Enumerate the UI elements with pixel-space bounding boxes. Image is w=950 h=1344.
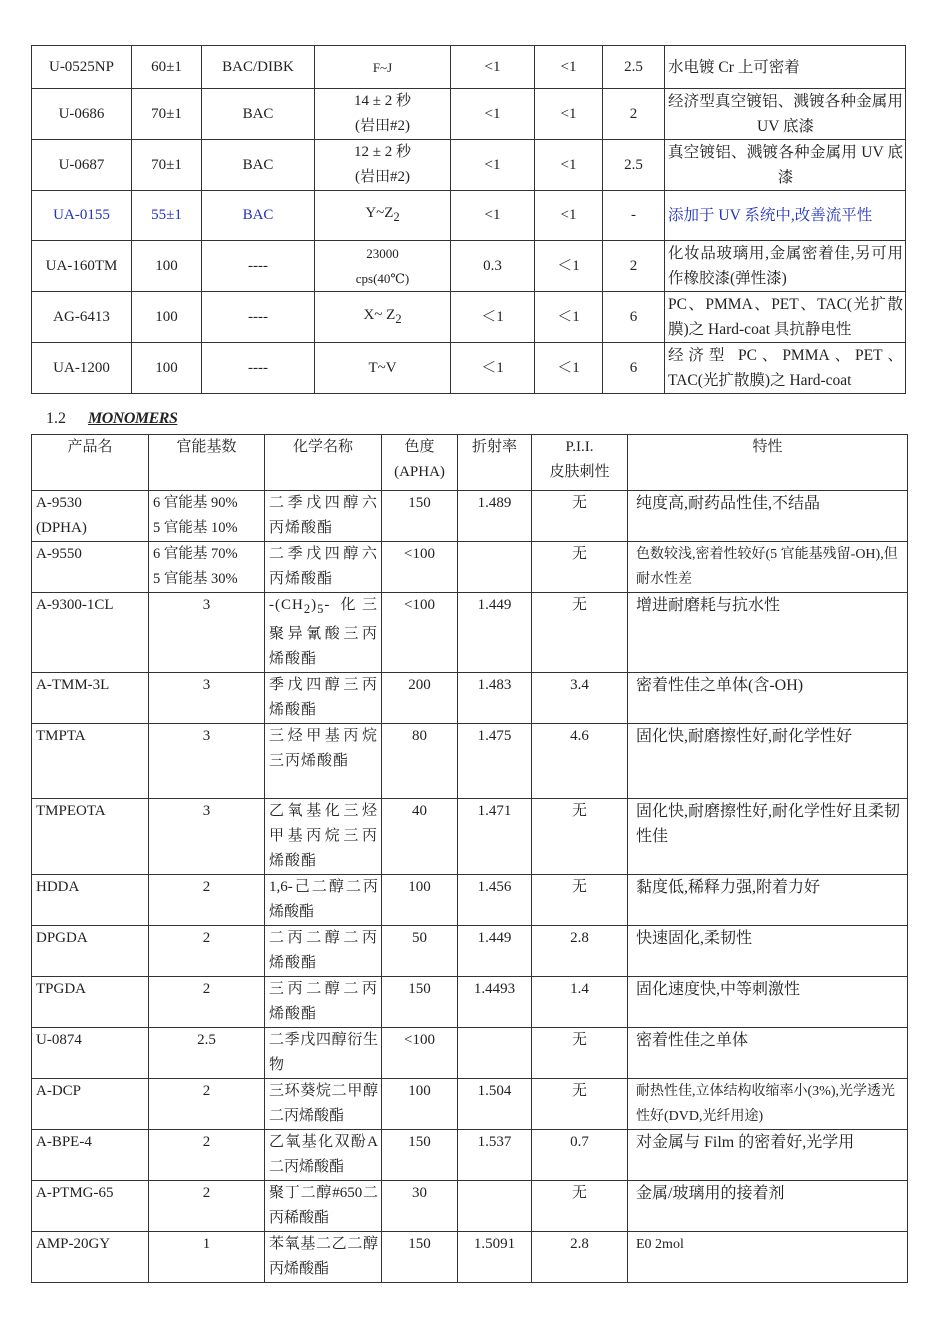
refractive-index: 1.449 [458, 926, 532, 977]
value-1: <1 [451, 140, 535, 191]
product-name: TMPEOTA [32, 799, 149, 875]
chemical-name: 乙氧基化双酚A 二丙烯酸酯 [265, 1130, 382, 1181]
description: 添加于 UV 系统中,改善流平性 [665, 191, 906, 241]
pii: 0.7 [532, 1130, 628, 1181]
pii: 无 [532, 875, 628, 926]
features: 密着性佳之单体 [628, 1028, 908, 1079]
refractive-index: 1.489 [458, 491, 532, 542]
header-refractive-index: 折射率 [458, 435, 532, 491]
functionality: 2 [149, 1079, 265, 1130]
chemical-name: $-(CH_2)_5-$ 化三聚异氰酸三丙烯酸酯 [265, 593, 382, 673]
description: 化妆品玻璃用,金属密着佳,另可用作橡胶漆(弹性漆) [665, 241, 906, 292]
value-2: <1 [535, 191, 603, 241]
product-code: UA-0155 [32, 191, 132, 241]
value-1: <1 [451, 89, 535, 140]
pii: 无 [532, 799, 628, 875]
solvent: BAC [202, 191, 315, 241]
chemical-name: 乙氧基化三烃甲基丙烷三丙烯酸酯 [265, 799, 382, 875]
pii: 无 [532, 542, 628, 593]
solid-content: 60±1 [132, 46, 202, 89]
chemical-name: 二季戊四醇衍生物 [265, 1028, 382, 1079]
table-row [32, 799, 908, 875]
product-code: AG-6413 [32, 292, 132, 343]
pii: 2.8 [532, 926, 628, 977]
table-row [32, 1130, 908, 1181]
product-name: U-0874 [32, 1028, 149, 1079]
refractive-index: 1.456 [458, 875, 532, 926]
pii: 4.6 [532, 724, 628, 799]
features: 耐热性佳,立体结构收缩率小(3%),光学透光性好(DVD,光纤用途) [628, 1079, 908, 1130]
table-row [32, 1232, 908, 1283]
value-2: ＜1 [535, 292, 603, 343]
monomers-table [31, 434, 908, 1283]
features: E0 2mol [628, 1232, 908, 1283]
solvent: ---- [202, 241, 315, 292]
table-row [32, 875, 908, 926]
functionality: 3 [149, 724, 265, 799]
chemical-name: 三烃甲基丙烷三丙烯酸酯 [265, 724, 382, 799]
features: 固化速度快,中等刺激性 [628, 977, 908, 1028]
solvent: BAC/DIBK [202, 46, 315, 89]
table-row [32, 140, 906, 191]
description: 经济型真空镀铝、溅镀各种金属用 UV 底漆 [665, 89, 906, 140]
table-row [32, 593, 908, 673]
chemical-name: 三丙二醇二丙烯酸酯 [265, 977, 382, 1028]
product-name: A-BPE-4 [32, 1130, 149, 1181]
description: 经济型 PC、PMMA、PET、TAC(光扩散膜)之 Hard-coat [665, 343, 906, 394]
functionality: 2 [149, 977, 265, 1028]
value-2: ＜1 [535, 343, 603, 394]
chemical-name: 季戊四醇三丙烯酸酯 [265, 673, 382, 724]
chemical-name: 二季戊四醇六丙烯酸酯 [265, 491, 382, 542]
pii: 无 [532, 491, 628, 542]
product-name: A-9550 [32, 542, 149, 593]
table-row [32, 1079, 908, 1130]
table-row [32, 46, 906, 89]
value-3: - [603, 191, 665, 241]
refractive-index: 1.449 [458, 593, 532, 673]
chemical-name: 二丙二醇二丙烯酸酯 [265, 926, 382, 977]
solvent: ---- [202, 343, 315, 394]
refractive-index [458, 1181, 532, 1232]
oligomer-spec-table [31, 45, 906, 394]
features: 固化快,耐磨擦性好,耐化学性好且柔韧性佳 [628, 799, 908, 875]
table-row-highlighted [32, 191, 906, 241]
viscosity: 14 ± 2 秒 (岩田#2) [315, 89, 451, 140]
color-apha: 200 [382, 673, 458, 724]
refractive-index: 1.483 [458, 673, 532, 724]
table-row [32, 89, 906, 140]
color-apha: 150 [382, 1232, 458, 1283]
refractive-index [458, 1028, 532, 1079]
value-2: ＜1 [535, 241, 603, 292]
viscosity: 12 ± 2 秒 (岩田#2) [315, 140, 451, 191]
table-row [32, 724, 908, 799]
product-code: UA-1200 [32, 343, 132, 394]
product-name: DPGDA [32, 926, 149, 977]
product-name: A-9530 (DPHA) [32, 491, 149, 542]
color-apha: 40 [382, 799, 458, 875]
value-3: 2.5 [603, 140, 665, 191]
product-name: A-9300-1CL [32, 593, 149, 673]
refractive-index: 1.5091 [458, 1232, 532, 1283]
functionality: 2 [149, 1130, 265, 1181]
features: 对金属与 Film 的密着好,光学用 [628, 1130, 908, 1181]
viscosity: 23000 cps(40℃) [315, 241, 451, 292]
chemical-name: 聚丁二醇#650二丙稀酸酯 [265, 1181, 382, 1232]
features: 黏度低,稀释力强,附着力好 [628, 875, 908, 926]
solvent: ---- [202, 292, 315, 343]
features: 色数较浅,密着性较好(5 官能基残留-OH),但耐水性差 [628, 542, 908, 593]
solid-content: 100 [132, 241, 202, 292]
color-apha: <100 [382, 542, 458, 593]
product-name: HDDA [32, 875, 149, 926]
viscosity: F~J [315, 46, 451, 89]
value-2: <1 [535, 140, 603, 191]
header-product-name: 产品名 [32, 435, 149, 491]
product-name: A-PTMG-65 [32, 1181, 149, 1232]
refractive-index: 1.475 [458, 724, 532, 799]
functionality: 6 官能基 70% 5 官能基 30% [149, 542, 265, 593]
viscosity: $Y\sim Z_2$ [315, 191, 451, 241]
refractive-index: 1.4493 [458, 977, 532, 1028]
pii: 无 [532, 1079, 628, 1130]
solvent: BAC [202, 89, 315, 140]
solvent: BAC [202, 140, 315, 191]
pii: 2.8 [532, 1232, 628, 1283]
table-row [32, 977, 908, 1028]
functionality: 3 [149, 799, 265, 875]
product-code: U-0525NP [32, 46, 132, 89]
features: 纯度高,耐药品性佳,不结晶 [628, 491, 908, 542]
functionality: 2.5 [149, 1028, 265, 1079]
features: 金属/玻璃用的接着剂 [628, 1181, 908, 1232]
pii: 无 [532, 1028, 628, 1079]
value-1: 0.3 [451, 241, 535, 292]
table-row [32, 491, 908, 542]
table-row [32, 542, 908, 593]
functionality: 6 官能基 90% 5 官能基 10% [149, 491, 265, 542]
features: 快速固化,柔韧性 [628, 926, 908, 977]
color-apha: 80 [382, 724, 458, 799]
features: 增进耐磨耗与抗水性 [628, 593, 908, 673]
solid-content: 100 [132, 292, 202, 343]
value-1: ＜1 [451, 292, 535, 343]
table-row [32, 292, 906, 343]
product-name: TPGDA [32, 977, 149, 1028]
refractive-index: 1.471 [458, 799, 532, 875]
value-1: ＜1 [451, 343, 535, 394]
features: 固化快,耐磨擦性好,耐化学性好 [628, 724, 908, 799]
section-title: MONOMERS [88, 410, 178, 427]
section-heading [46, 410, 177, 428]
functionality: 2 [149, 926, 265, 977]
header-features: 特性 [628, 435, 908, 491]
viscosity: T~V [315, 343, 451, 394]
solid-content: 55±1 [132, 191, 202, 241]
refractive-index: 1.504 [458, 1079, 532, 1130]
table-row [32, 343, 906, 394]
table-row [32, 1181, 908, 1232]
color-apha: 150 [382, 1130, 458, 1181]
solid-content: 100 [132, 343, 202, 394]
functionality: 2 [149, 1181, 265, 1232]
refractive-index [458, 542, 532, 593]
table-row [32, 926, 908, 977]
value-2: <1 [535, 89, 603, 140]
value-3: 2.5 [603, 46, 665, 89]
refractive-index: 1.537 [458, 1130, 532, 1181]
color-apha: 150 [382, 491, 458, 542]
header-functionality: 官能基数 [149, 435, 265, 491]
value-1: <1 [451, 46, 535, 89]
value-3: 6 [603, 343, 665, 394]
color-apha: 100 [382, 1079, 458, 1130]
functionality: 3 [149, 673, 265, 724]
table-row [32, 673, 908, 724]
header-color: 色度 (APHA) [382, 435, 458, 491]
product-name: A-TMM-3L [32, 673, 149, 724]
product-name: TMPTA [32, 724, 149, 799]
chemical-name: 三环葵烷二甲醇二丙烯酸酯 [265, 1079, 382, 1130]
table-row [32, 1028, 908, 1079]
pii: 无 [532, 1181, 628, 1232]
viscosity: X~ $Z_2$ [315, 292, 451, 343]
chemical-name: 二季戊四醇六丙烯酸酯 [265, 542, 382, 593]
color-apha: <100 [382, 1028, 458, 1079]
description: 水电镀 Cr 上可密着 [665, 46, 906, 89]
product-name: AMP-20GY [32, 1232, 149, 1283]
color-apha: 50 [382, 926, 458, 977]
pii: 无 [532, 593, 628, 673]
description: 真空镀铝、溅镀各种金属用 UV 底漆 [665, 140, 906, 191]
table-row [32, 241, 906, 292]
product-code: U-0686 [32, 89, 132, 140]
pii: 3.4 [532, 673, 628, 724]
product-code: U-0687 [32, 140, 132, 191]
functionality: 3 [149, 593, 265, 673]
header-pii: P.I.I. 皮肤刺性 [532, 435, 628, 491]
product-name: A-DCP [32, 1079, 149, 1130]
value-2: <1 [535, 46, 603, 89]
chemical-name: 1,6-己二醇二丙烯酸酯 [265, 875, 382, 926]
solid-content: 70±1 [132, 140, 202, 191]
functionality: 2 [149, 875, 265, 926]
header-row [32, 435, 908, 491]
solid-content: 70±1 [132, 89, 202, 140]
color-apha: 100 [382, 875, 458, 926]
color-apha: 150 [382, 977, 458, 1028]
value-3: 2 [603, 241, 665, 292]
functionality: 1 [149, 1232, 265, 1283]
value-3: 2 [603, 89, 665, 140]
description: PC、PMMA、PET、TAC(光扩散膜)之 Hard-coat 具抗静电性 [665, 292, 906, 343]
product-code: UA-160TM [32, 241, 132, 292]
pii: 1.4 [532, 977, 628, 1028]
color-apha: <100 [382, 593, 458, 673]
header-chemical-name: 化学名称 [265, 435, 382, 491]
chemical-name: 苯氧基二乙二醇丙烯酸酯 [265, 1232, 382, 1283]
value-3: 6 [603, 292, 665, 343]
section-number: 1.2 [46, 410, 66, 427]
features: 密着性佳之单体(含-OH) [628, 673, 908, 724]
color-apha: 30 [382, 1181, 458, 1232]
value-1: <1 [451, 191, 535, 241]
